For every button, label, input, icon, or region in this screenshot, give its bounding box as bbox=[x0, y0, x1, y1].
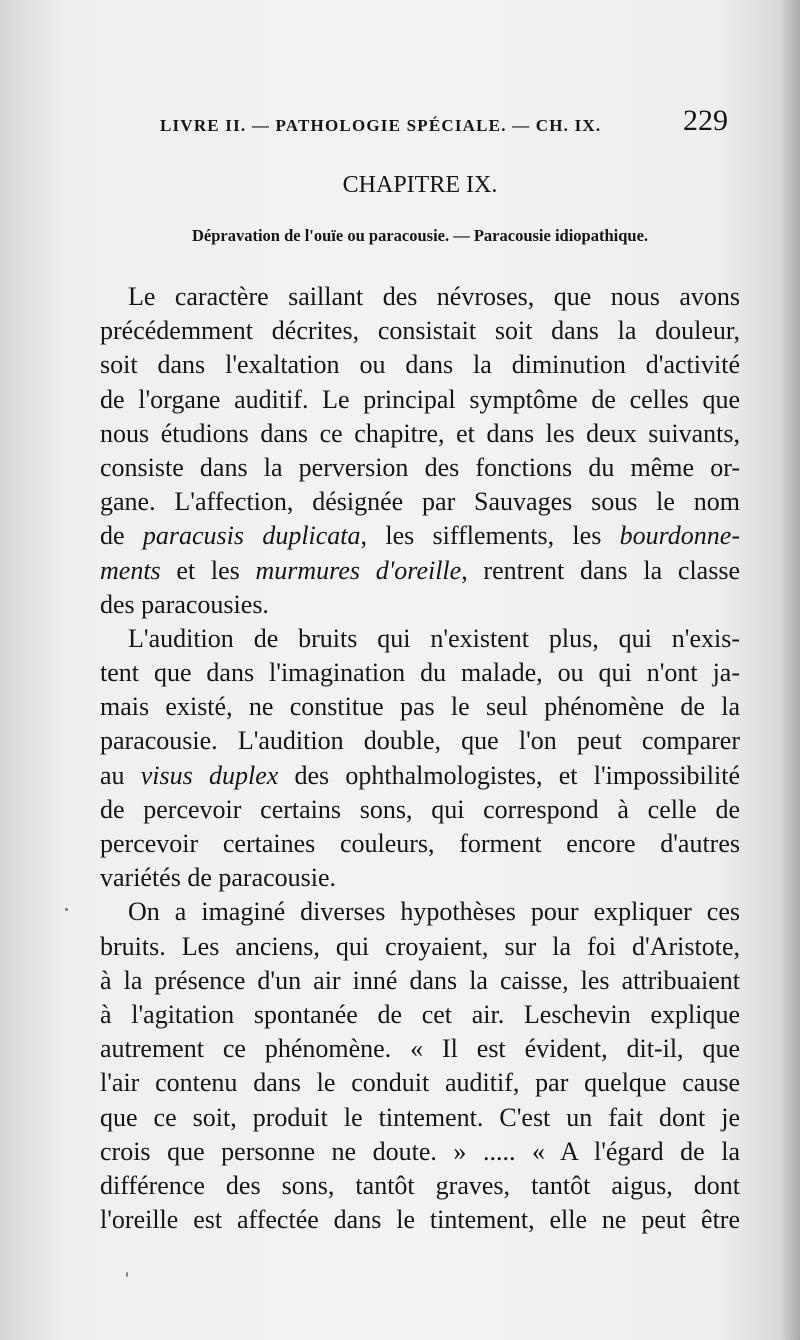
text-line bbox=[100, 930, 740, 964]
text-run: On a imaginé diverses hypothèses pour expliquer ces bbox=[128, 897, 740, 927]
text-line bbox=[100, 724, 740, 758]
page-gutter-shadow bbox=[780, 0, 800, 1340]
text-line bbox=[100, 1066, 740, 1100]
text-line bbox=[100, 861, 740, 895]
text-run: autrement ce phénomène. « Il est évident, dit-il, que bbox=[100, 1034, 740, 1064]
chapter-title: CHAPITRE IX. bbox=[342, 172, 498, 198]
paper-speck bbox=[126, 1272, 128, 1277]
text-run: consiste dans la perversion des fonctions du même or- bbox=[100, 452, 740, 482]
text-line bbox=[100, 485, 740, 519]
text-run: à l'agitation spontanée de cet air. Leschevin explique bbox=[100, 999, 740, 1029]
text-line bbox=[100, 1032, 740, 1066]
text-run: et les bbox=[160, 555, 256, 585]
text-line bbox=[100, 690, 740, 724]
text-run: tent que dans l'imagination du malade, ou qui n'ont ja- bbox=[100, 658, 740, 688]
running-head: LIVRE II. — PATHOLOGIE SPÉCIALE. — CH. IX. bbox=[160, 116, 602, 135]
italic-text: murmures d'oreille bbox=[255, 555, 462, 585]
text-line bbox=[100, 793, 740, 827]
text-run: au bbox=[100, 760, 141, 790]
text-run: de l'organe auditif. Le principal symptôme de celles que bbox=[100, 384, 740, 414]
text-line bbox=[100, 1101, 740, 1135]
text-run: paracousie. L'audition double, que l'on peut comparer bbox=[100, 726, 740, 756]
text-run: de percevoir certains sons, qui correspond à celle de bbox=[100, 794, 740, 824]
text-line bbox=[100, 998, 740, 1032]
text-line bbox=[100, 348, 740, 382]
text-run: nous étudions dans ce chapitre, et dans les deux suivants, bbox=[100, 418, 740, 448]
text-line bbox=[100, 314, 740, 348]
text-line bbox=[100, 451, 740, 485]
text-line bbox=[100, 417, 740, 451]
text-run: gane. L'affection, désignée par Sauvages sous le nom bbox=[100, 487, 740, 517]
text-run: percevoir certaines couleurs, forment encore d'autres bbox=[100, 829, 740, 858]
text-run: Le caractère saillant des névroses, que nous avons bbox=[128, 282, 740, 311]
text-line bbox=[100, 383, 740, 417]
text-run: mais existé, ne constitue pas le seul phénomène de la bbox=[100, 692, 740, 722]
text-line bbox=[100, 554, 740, 588]
italic-text: bourdonne- bbox=[619, 521, 740, 551]
text-run: variétés de paracousie. bbox=[100, 863, 337, 893]
text-line bbox=[100, 1203, 740, 1237]
text-line bbox=[100, 827, 740, 861]
italic-text: ments bbox=[100, 555, 161, 585]
text-run: bruits. Les anciens, qui croyaient, sur la foi d'Aristote, bbox=[100, 931, 740, 961]
text-line bbox=[100, 964, 740, 998]
text-line bbox=[100, 280, 740, 314]
text-line bbox=[100, 1135, 740, 1169]
page-header bbox=[140, 104, 740, 144]
italic-text: paracusis duplicata bbox=[142, 521, 361, 551]
text-line bbox=[100, 588, 740, 622]
text-run: l'oreille est affectée dans le tintement, elle ne peut être bbox=[100, 1205, 740, 1235]
body-text bbox=[100, 280, 740, 1237]
text-run: soit dans l'exaltation ou dans la diminution d'activité bbox=[100, 350, 740, 380]
text-line bbox=[100, 622, 740, 656]
text-run: des paracousies. bbox=[100, 589, 269, 619]
paper-speck bbox=[65, 908, 68, 911]
text-run: différence des sons, tantôt graves, tantôt aigus, dont bbox=[100, 1170, 740, 1200]
text-line bbox=[100, 895, 740, 929]
text-run: l'air contenu dans le conduit auditif, par quelque cause bbox=[100, 1068, 740, 1098]
text-line bbox=[100, 519, 740, 553]
text-run: que ce soit, produit le tintement. C'est un fait dont je bbox=[100, 1102, 740, 1132]
text-run: , rentrent dans la classe bbox=[461, 555, 740, 585]
text-run: de bbox=[100, 521, 143, 551]
italic-text: visus duplex bbox=[140, 760, 279, 790]
text-line bbox=[100, 1169, 740, 1203]
text-run: à la présence d'un air inné dans la caisse, les attribuaient bbox=[100, 965, 740, 995]
text-run: des ophthalmologistes, et l'impossibilité bbox=[278, 760, 740, 790]
text-line bbox=[100, 656, 740, 690]
text-run: précédemment décrites, consistait soit dans la douleur, bbox=[100, 316, 740, 346]
text-run: L'audition de bruits qui n'existent plus, qui n'exis- bbox=[128, 623, 740, 653]
text-run: crois que personne ne doute. » ..... « A l'égard de la bbox=[100, 1136, 740, 1166]
text-line bbox=[100, 759, 740, 793]
page-number: 229 bbox=[683, 104, 728, 137]
text-run: , les sifflements, les bbox=[360, 521, 620, 551]
chapter-subtitle: Dépravation de l'ouïe ou paracousie. — Paracousie idiopathique. bbox=[191, 226, 649, 245]
